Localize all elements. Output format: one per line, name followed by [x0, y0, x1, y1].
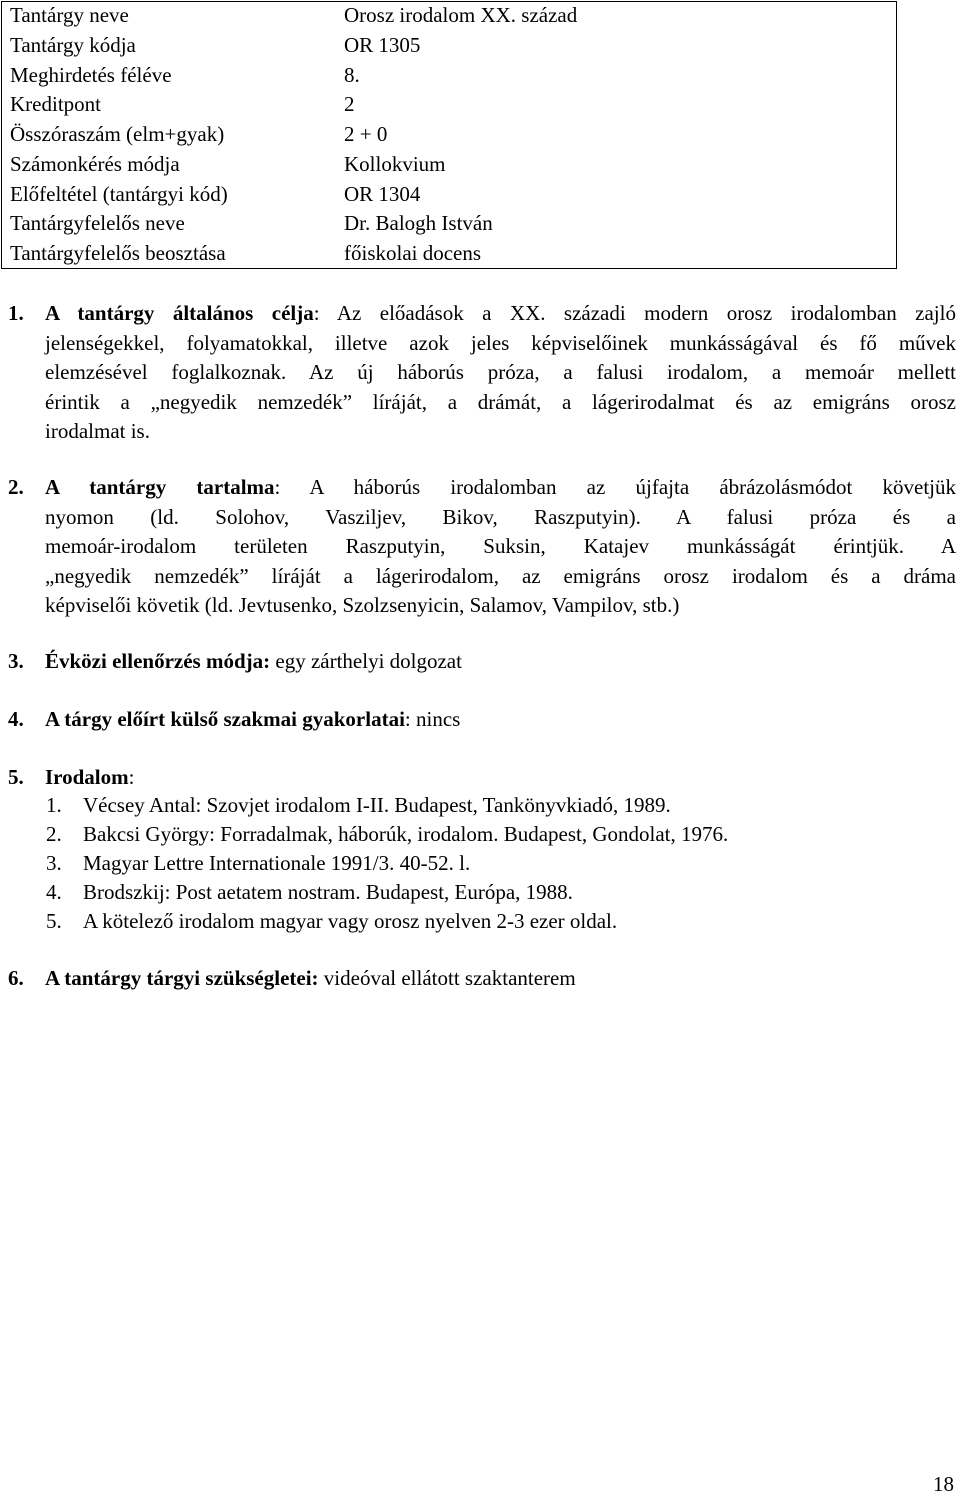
list-item: [46, 909, 617, 934]
info-label: Tantárgy neve: [10, 3, 129, 27]
info-value: 8.: [344, 63, 360, 87]
info-label: Számonkérés módja: [10, 152, 180, 176]
section-text: : nincs: [404, 707, 461, 731]
info-label: Összóraszám (elm+gyak): [10, 122, 225, 146]
list-item-text: Vécsey Antal: Szovjet irodalom I-II. Budapest, Tankönyvkiadó, 1989.: [83, 793, 671, 817]
section-text: : Az előadások a XX. századi modern orosz irodalomban zajló: [313, 301, 956, 325]
section-text: : A háborús irodalomban az újfajta ábrázolásmódot követjük: [274, 475, 956, 499]
section-number: 1.: [8, 301, 24, 325]
info-value: 2: [344, 92, 355, 116]
list-item: [46, 851, 470, 876]
list-item-number: 3.: [46, 851, 62, 875]
list-item-text: Magyar Lettre Internationale 1991/3. 40-52. l.: [83, 851, 471, 875]
info-value: Kollokvium: [344, 152, 446, 176]
info-row: [2, 2, 896, 32]
info-label: Tantárgyfelelős beosztása: [10, 241, 226, 265]
section-line: nyomon (ld. Solohov, Vasziljev, Bikov, Raszputyin). A falusi próza és a: [45, 504, 956, 529]
info-row: [2, 151, 896, 181]
section-practice: [8, 705, 956, 735]
section-number: 2.: [8, 475, 24, 499]
info-label: Meghirdetés féléve: [10, 63, 172, 87]
course-info-table: [1, 1, 897, 269]
info-row: [2, 121, 896, 151]
list-item: [46, 793, 671, 818]
section-line: irodalmat is.: [45, 419, 150, 443]
section-general-goal: [8, 299, 956, 447]
section-number: 6.: [8, 966, 24, 990]
section-line: [8, 299, 956, 329]
section-number: 5.: [8, 765, 24, 789]
info-row: [2, 210, 896, 240]
info-value: főiskolai docens: [344, 241, 482, 265]
info-row: [2, 240, 896, 270]
page-number: 18: [933, 1472, 954, 1496]
info-row: [2, 181, 896, 211]
section-number: 4.: [8, 707, 24, 731]
section-text: :: [128, 765, 135, 789]
section-heading: Évközi ellenőrzés módja:: [45, 649, 271, 673]
list-item-number: 1.: [46, 793, 62, 817]
list-item: [46, 880, 573, 905]
section-line: [8, 473, 956, 503]
list-item-text: A kötelező irodalom magyar vagy orosz nyelven 2-3 ezer oldal.: [83, 909, 618, 933]
list-item-number: 5.: [46, 909, 62, 933]
info-label: Tantárgyfelelős neve: [10, 211, 185, 235]
info-value: Dr. Balogh István: [344, 211, 493, 235]
info-value: OR 1304: [344, 182, 421, 206]
section-heading: A tantárgy általános célja: [45, 301, 314, 325]
section-line: elemzésével foglalkoznak. Az új háborús próza, a falusi irodalom, a memoár mellett: [45, 360, 956, 384]
info-row: [2, 91, 896, 121]
section-heading: A tantárgy tárgyi szükségletei:: [45, 966, 319, 990]
list-item-text: Bakcsi György: Forradalmak, háborúk, irodalom. Budapest, Gondolat, 1976.: [83, 822, 729, 846]
info-label: Tantárgy kódja: [10, 33, 136, 57]
section-line: jelenségekkel, folyamatokkal, illetve azok jeles képviselőinek munkásságával és fő művek: [45, 330, 956, 355]
info-value: OR 1305: [344, 33, 421, 57]
section-line: „negyedik nemzedék” líráját a lágerirodalom, az emigráns orosz irodalom és a dráma: [45, 563, 956, 588]
section-line: memoár-irodalom területen Raszputyin, Suksin, Katajev munkásságát érintjük. A: [45, 534, 956, 558]
section-number: 3.: [8, 649, 24, 673]
section-heading: A tárgy előírt külső szakmai gyakorlatai: [45, 707, 405, 731]
section-line: érintik a „negyedik nemzedék” líráját, a drámát, a lágerirodalmat és az emigráns orosz: [45, 389, 956, 414]
section-text: egy zárthelyi dolgozat: [270, 649, 462, 673]
info-value: Orosz irodalom XX. század: [344, 3, 578, 27]
section-assessment: [8, 647, 956, 677]
info-label: Kreditpont: [10, 92, 101, 116]
info-row: [2, 32, 896, 62]
section-literature: [8, 763, 956, 793]
section-heading: Irodalom: [45, 765, 129, 789]
list-item-number: 2.: [46, 822, 62, 846]
section-content: [8, 473, 956, 621]
section-requirements: [8, 964, 956, 994]
section-line: képviselői követik (ld. Jevtusenko, Szolzsenyicin, Salamov, Vampilov, stb.): [45, 593, 680, 617]
section-heading: A tantárgy tartalma: [45, 475, 275, 499]
list-item-text: Brodszkij: Post aetatem nostram. Budapest, Európa, 1988.: [83, 880, 573, 904]
list-item: [46, 822, 728, 847]
list-item-number: 4.: [46, 880, 62, 904]
section-text: videóval ellátott szaktanterem: [318, 966, 576, 990]
info-row: [2, 62, 896, 92]
info-label: Előfeltétel (tantárgyi kód): [10, 182, 228, 206]
info-value: 2 + 0: [344, 122, 388, 146]
